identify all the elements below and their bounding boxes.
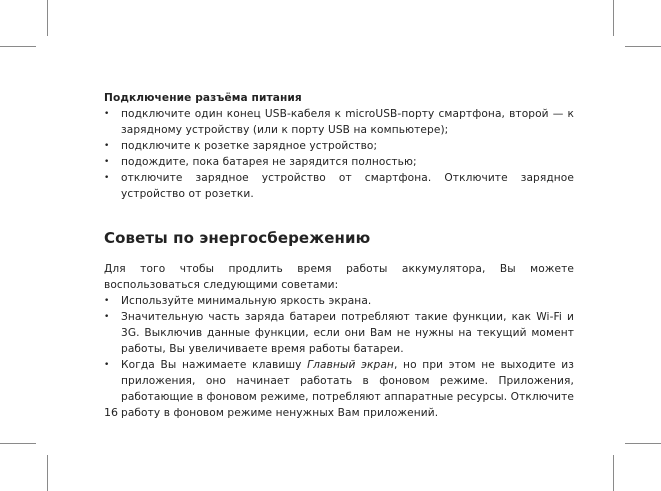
tips-list <box>104 293 574 421</box>
page-content <box>104 90 574 421</box>
list-item: • Используйте минимальную яркость экрана. <box>104 293 574 309</box>
crop-mark <box>0 46 36 47</box>
page-number: 16 <box>104 406 118 419</box>
crop-mark <box>613 455 614 491</box>
list-item: • подключите к розетке зарядное устройство; <box>104 138 574 154</box>
tip-text: Когда Вы нажимаете клавишу <box>121 359 308 371</box>
power-heading: Подключение разъёма питания <box>104 92 302 104</box>
list-item: • Значительную часть заряда батареи потребляют такие функции, как Wi-Fi и 3G. Выключив данные функции, если они Вам не нужны на текущий момент работы, Вы увеличиваете время работы батареи. <box>104 309 574 357</box>
crop-mark <box>625 46 661 47</box>
section-title: Советы по энергосбережению <box>104 229 371 247</box>
crop-mark <box>0 443 36 444</box>
home-screen-key-label: Главный экран <box>307 359 394 371</box>
crop-mark <box>613 0 614 36</box>
list-item: • отключите зарядное устройство от смартфона. Отключите зарядное устройство от розетки. <box>104 170 574 202</box>
power-steps-list <box>104 106 574 202</box>
list-item: • подождите, пока батарея не зарядится полностью; <box>104 154 574 170</box>
list-item <box>104 357 574 421</box>
crop-mark <box>625 443 661 444</box>
crop-mark <box>47 0 48 36</box>
intro-paragraph: Для того чтобы продлить время работы аккумулятора, Вы можете воспользоваться следующими советами: <box>104 263 574 291</box>
crop-mark <box>47 455 48 491</box>
list-item: • подключите один конец USB-кабеля к microUSB-порту смартфона, второй — к зарядному устройству (или к порту USB на компьютере); <box>104 106 574 138</box>
tip-text: , но при этом не выходите из приложения, оно начинает работать в фоновом режиме. Приложения, работающие в фоновом режиме, потребляют аппаратные ресурсы. Отключите работу в фоновом режиме ненужных Вам приложений. <box>121 359 574 419</box>
